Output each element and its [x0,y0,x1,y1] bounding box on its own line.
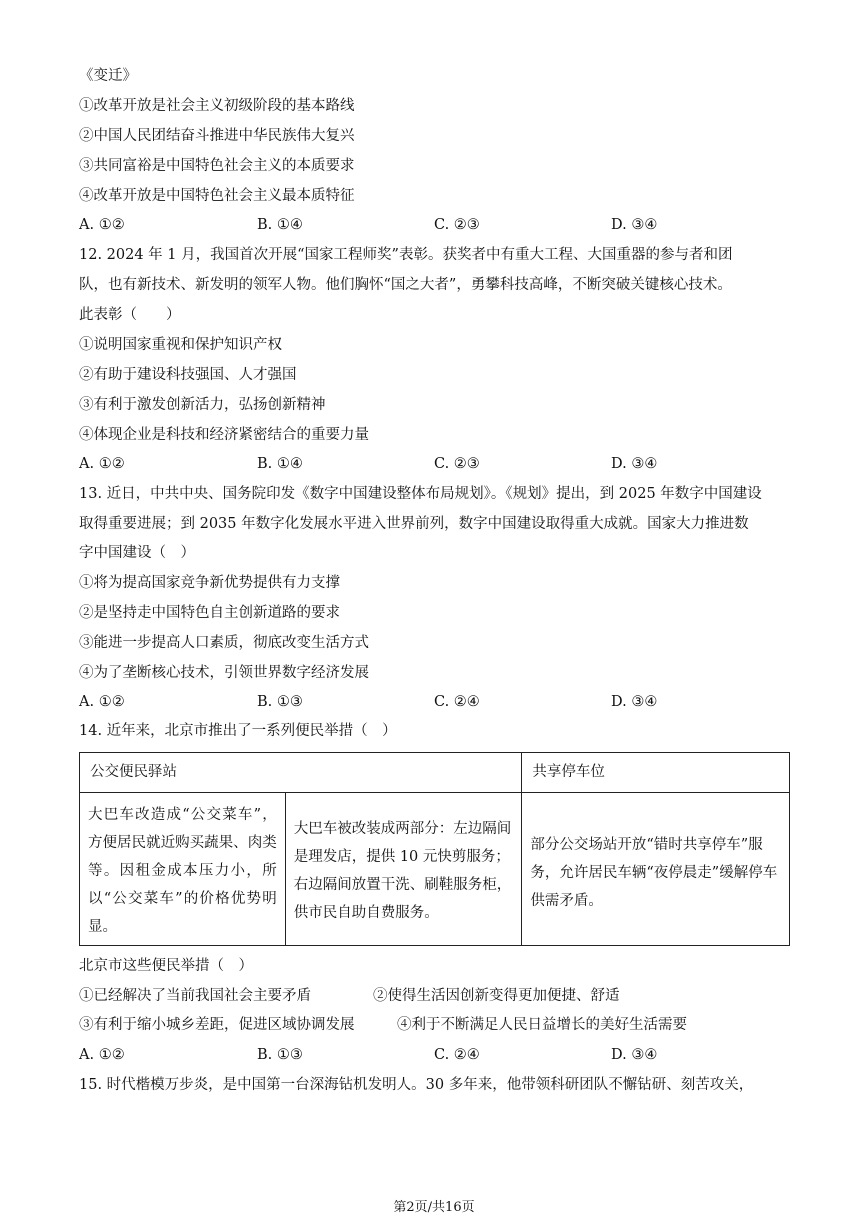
table-cell-text: 大巴车被改装成两部分：左边隔间是理发店，提供 10 元快剪服务；右边隔间放置干洗、刷鞋服务柜，供市民自助自费服务。 [293,821,512,921]
q15-stem-line-1: 15. 时代楷模万步炎，是中国第一台深海钻机发明人。30 多年来，他带领科研团队不懈钻研、刻苦攻关， [79,1077,754,1093]
statement-4: ④为了垄断核心技术，引领世界数字经济发展 [79,665,369,681]
statement-3: ③能进一步提高人口素质，彻底改变生活方式 [79,635,369,651]
table-header-bus-station [80,753,522,793]
statement-2: ②有助于建设科技强国、人才强国 [79,367,297,383]
option-c[interactable]: C. ②④ [434,694,480,710]
statement-4: ④利于不断满足人民日益增长的美好生活需要 [397,1017,687,1033]
option-b[interactable]: B. ①④ [257,217,303,233]
option-d[interactable]: D. ③④ [611,217,658,233]
option-d[interactable]: D. ③④ [611,456,658,472]
table-cell [285,793,522,946]
option-b[interactable]: B. ①④ [257,456,303,472]
statement-1: ①已经解决了当前我国社会主要矛盾 [79,988,311,1004]
statement-1: ①将为提高国家竞争新优势提供有力支撑 [79,575,340,591]
option-d[interactable]: D. ③④ [611,1047,658,1063]
question-text-line: 《变迁》 [79,68,137,84]
option-a[interactable]: A. ①② [79,694,125,710]
answer-options [79,454,719,474]
table-cell-text: 部分公交场站开放“错时共享停车”服务，允许居民车辆“夜停晨走”缓解停车供需矛盾。 [530,837,778,909]
table-header-parking [522,753,790,793]
table-cell [522,793,790,946]
statement-4: ④体现企业是科技和经济紧密结合的重要力量 [79,427,369,443]
statement-3: ③有利于激发创新活力，弘扬创新精神 [79,397,326,413]
q12-stem-line-3: 此表彰（ ） [79,307,181,323]
q14-table [79,752,790,946]
statement-2: ②是坚持走中国特色自主创新道路的要求 [79,605,340,621]
option-c[interactable]: C. ②④ [434,1047,480,1063]
answer-options [79,692,719,712]
statement-1: ①改革开放是社会主义初级阶段的基本路线 [79,98,355,114]
option-a[interactable]: A. ①② [79,456,125,472]
answer-options [79,215,719,235]
statement-3: ③共同富裕是中国特色社会主义的本质要求 [79,158,355,174]
statement-1: ①说明国家重视和保护知识产权 [79,337,282,353]
table-header-label: 共享停车位 [532,764,605,780]
statement-2: ②中国人民团结奋斗推进中华民族伟大复兴 [79,128,355,144]
page-footer: 第2页/共16页 [393,1200,475,1215]
option-c[interactable]: C. ②③ [434,456,480,472]
option-a[interactable]: A. ①② [79,1047,125,1063]
table-header-label: 公交便民驿站 [90,764,177,780]
table-cell-text: 大巴车改造成“公交菜车”，方便居民就近购买蔬果、肉类等。因租金成本压力小，所以“公交菜车”的价格优势明显。 [88,807,277,935]
option-d[interactable]: D. ③④ [611,694,658,710]
table-cell [80,793,286,946]
statement-4: ④改革开放是中国特色社会主义最本质特征 [79,188,355,204]
statement-3: ③有利于缩小城乡差距，促进区域协调发展 [79,1017,355,1033]
option-c[interactable]: C. ②③ [434,217,480,233]
answer-options [79,1045,719,1065]
statement-2: ②使得生活因创新变得更加便捷、舒适 [373,988,620,1004]
q12-stem-line-1: 12. 2024 年 1 月，我国首次开展“国家工程师奖”表彰。获奖者中有重大工程、大国重器的参与者和团 [79,247,733,263]
q14-follow-up: 北京市这些便民举措（ ） [79,958,253,974]
q13-stem-line-2: 取得重要进展；到 2035 年数字化发展水平进入世界前列，数字中国建设取得重大成就。国家大力推进数 [79,516,749,532]
q12-stem-line-2: 队，也有新技术、新发明的领军人物。他们胸怀“国之大者”，勇攀科技高峰，不断突破关键核心技术。 [79,277,732,293]
option-a[interactable]: A. ①② [79,217,125,233]
q13-stem-line-1: 13. 近日，中共中央、国务院印发《数字中国建设整体布局规划》。《规划》提出，到 2025 年数字中国建设 [79,486,762,502]
option-b[interactable]: B. ①③ [257,694,303,710]
q13-stem-line-3: 字中国建设（ ） [79,545,195,561]
q14-stem: 14. 近年来，北京市推出了一系列便民举措（ ） [79,723,397,739]
option-b[interactable]: B. ①③ [257,1047,303,1063]
